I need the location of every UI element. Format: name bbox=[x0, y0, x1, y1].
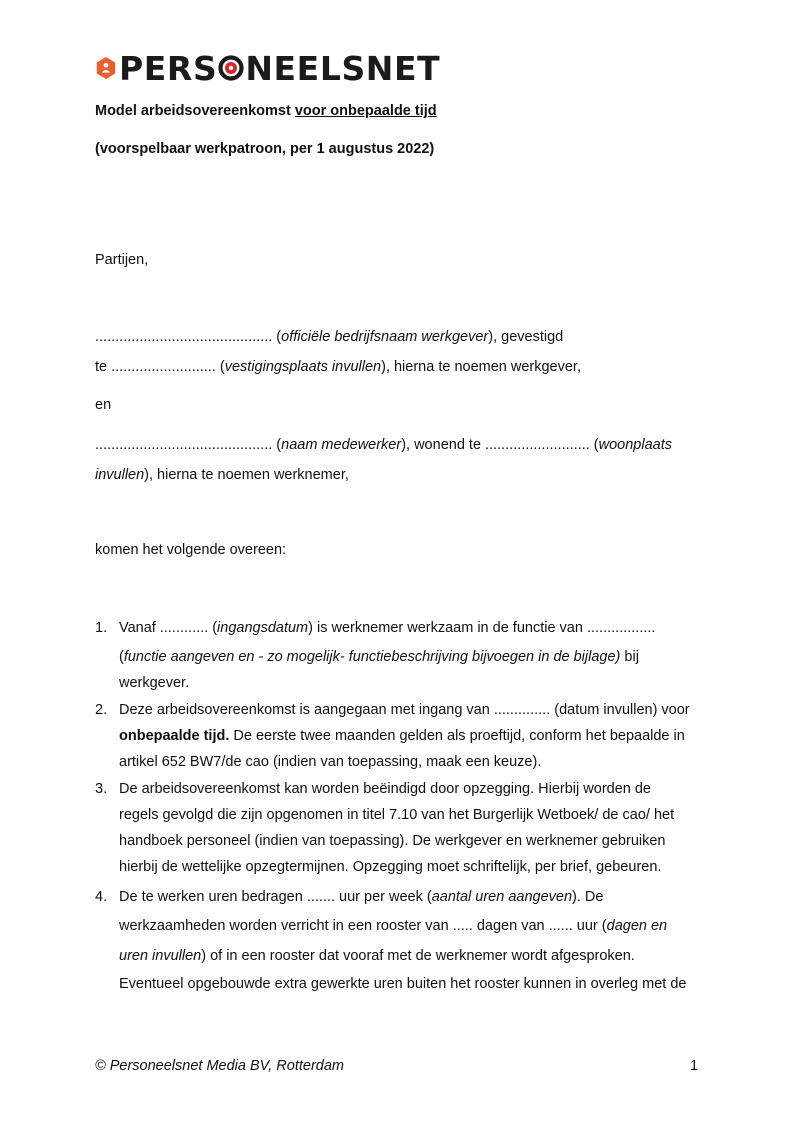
document-title bbox=[95, 101, 437, 121]
article-4-line-2 bbox=[119, 916, 667, 936]
article-4-line-1 bbox=[119, 887, 603, 907]
text: ............................................ ( bbox=[95, 437, 282, 453]
text-italic: dagen en bbox=[606, 918, 668, 934]
page-number: 1 bbox=[690, 1058, 699, 1074]
text-italic: uren invullen bbox=[119, 948, 202, 964]
text-italic: vestigingsplaats invullen bbox=[224, 359, 382, 375]
text: ( bbox=[119, 649, 124, 665]
text-italic: invullen bbox=[95, 467, 145, 483]
logo-text-part2: NEELSNET bbox=[245, 48, 441, 88]
text-italic: woonplaats bbox=[598, 437, 672, 453]
article-3-line-4: hierbij de wettelijke opzegtermijnen. Opzegging moet schriftelijk, per brief, gebeuren. bbox=[119, 859, 662, 875]
employer-line-1 bbox=[95, 327, 563, 347]
employee-line-1 bbox=[95, 435, 672, 455]
article-number: 3. bbox=[95, 781, 108, 797]
article-3-line-3: handboek personeel (indien van toepassing). De werkgever en werknemer gebruiken bbox=[119, 833, 666, 849]
article-4-line-4: Eventueel opgebouwde extra gewerkte uren buiten het rooster kunnen in overleg met de bbox=[119, 976, 687, 992]
text: ), hierna te noemen werkgever, bbox=[381, 359, 581, 375]
title-underlined: voor onbepaalde tijd bbox=[294, 103, 437, 119]
text: ), gevestigd bbox=[488, 329, 564, 345]
text: De eerste twee maanden gelden als proeftijd, conform het bepaalde in bbox=[229, 728, 685, 744]
employer-line-2 bbox=[95, 357, 581, 377]
text: ) of in een rooster dat vooraf met de werknemer wordt afgesproken. bbox=[201, 948, 635, 964]
text: ) is werknemer werkzaam in de functie van ................. bbox=[308, 620, 656, 636]
text: Vanaf ............ ( bbox=[119, 620, 218, 636]
article-3-line-1: De arbeidsovereenkomst kan worden beëindigd door opzegging. Hierbij worden de bbox=[119, 781, 651, 797]
personeelsnet-logo bbox=[95, 50, 440, 86]
text: De te werken uren bedragen ....... uur per week ( bbox=[119, 889, 432, 905]
article-number: 1. bbox=[95, 620, 108, 636]
text: werkzaamheden worden verricht in een rooster van ..... dagen van ...... uur ( bbox=[119, 918, 607, 934]
article-1-line-2 bbox=[119, 647, 639, 667]
article-number: 2. bbox=[95, 702, 108, 718]
text-italic: officiële bedrijfsnaam werkgever bbox=[281, 329, 489, 345]
target-o-icon bbox=[218, 55, 244, 81]
agreement-intro: komen het volgende overeen: bbox=[95, 542, 287, 558]
parties-intro: Partijen, bbox=[95, 252, 149, 268]
document-subtitle: (voorspelbaar werkpatroon, per 1 augustus 2022) bbox=[95, 141, 435, 157]
text: te .......................... ( bbox=[95, 359, 225, 375]
hexagon-logo-icon bbox=[95, 57, 117, 79]
employee-line-2 bbox=[95, 465, 349, 485]
text-italic: ingangsdatum bbox=[217, 620, 309, 636]
article-4-line-3 bbox=[119, 946, 635, 966]
text-bold: onbepaalde tijd. bbox=[119, 728, 230, 744]
text: ............................................ ( bbox=[95, 329, 282, 345]
footer-copyright: © Personeelsnet Media BV, Rotterdam bbox=[95, 1058, 344, 1074]
text-italic: naam medewerker bbox=[281, 437, 402, 453]
article-2-line-1: Deze arbeidsovereenkomst is aangegaan met ingang van .............. (datum invullen) voor bbox=[119, 702, 690, 718]
article-3-line-2: regels gevolgd die zijn opgenomen in titel 7.10 van het Burgerlijk Wetboek/ de cao/ het bbox=[119, 807, 675, 823]
logo-text-part1: PERS bbox=[119, 48, 218, 88]
article-1-line-1 bbox=[119, 618, 655, 638]
article-number: 4. bbox=[95, 889, 108, 905]
text: bij bbox=[620, 649, 639, 665]
text: ), hierna te noemen werknemer, bbox=[144, 467, 349, 483]
article-1-line-3: werkgever. bbox=[119, 675, 190, 691]
article-2-line-2 bbox=[119, 726, 685, 746]
text: ), wonend te .......................... ( bbox=[401, 437, 599, 453]
title-text: Model arbeidsovereenkomst bbox=[95, 103, 295, 119]
article-2-line-3: artikel 652 BW7/de cao (indien van toepassing, maak een keuze). bbox=[119, 754, 542, 770]
text-italic: functie aangeven en - zo mogelijk- functiebeschrijving bijvoegen in de bijlage) bbox=[123, 649, 621, 665]
text: ). De bbox=[572, 889, 604, 905]
and-text: en bbox=[95, 397, 112, 413]
text-italic: aantal uren aangeven bbox=[431, 889, 573, 905]
